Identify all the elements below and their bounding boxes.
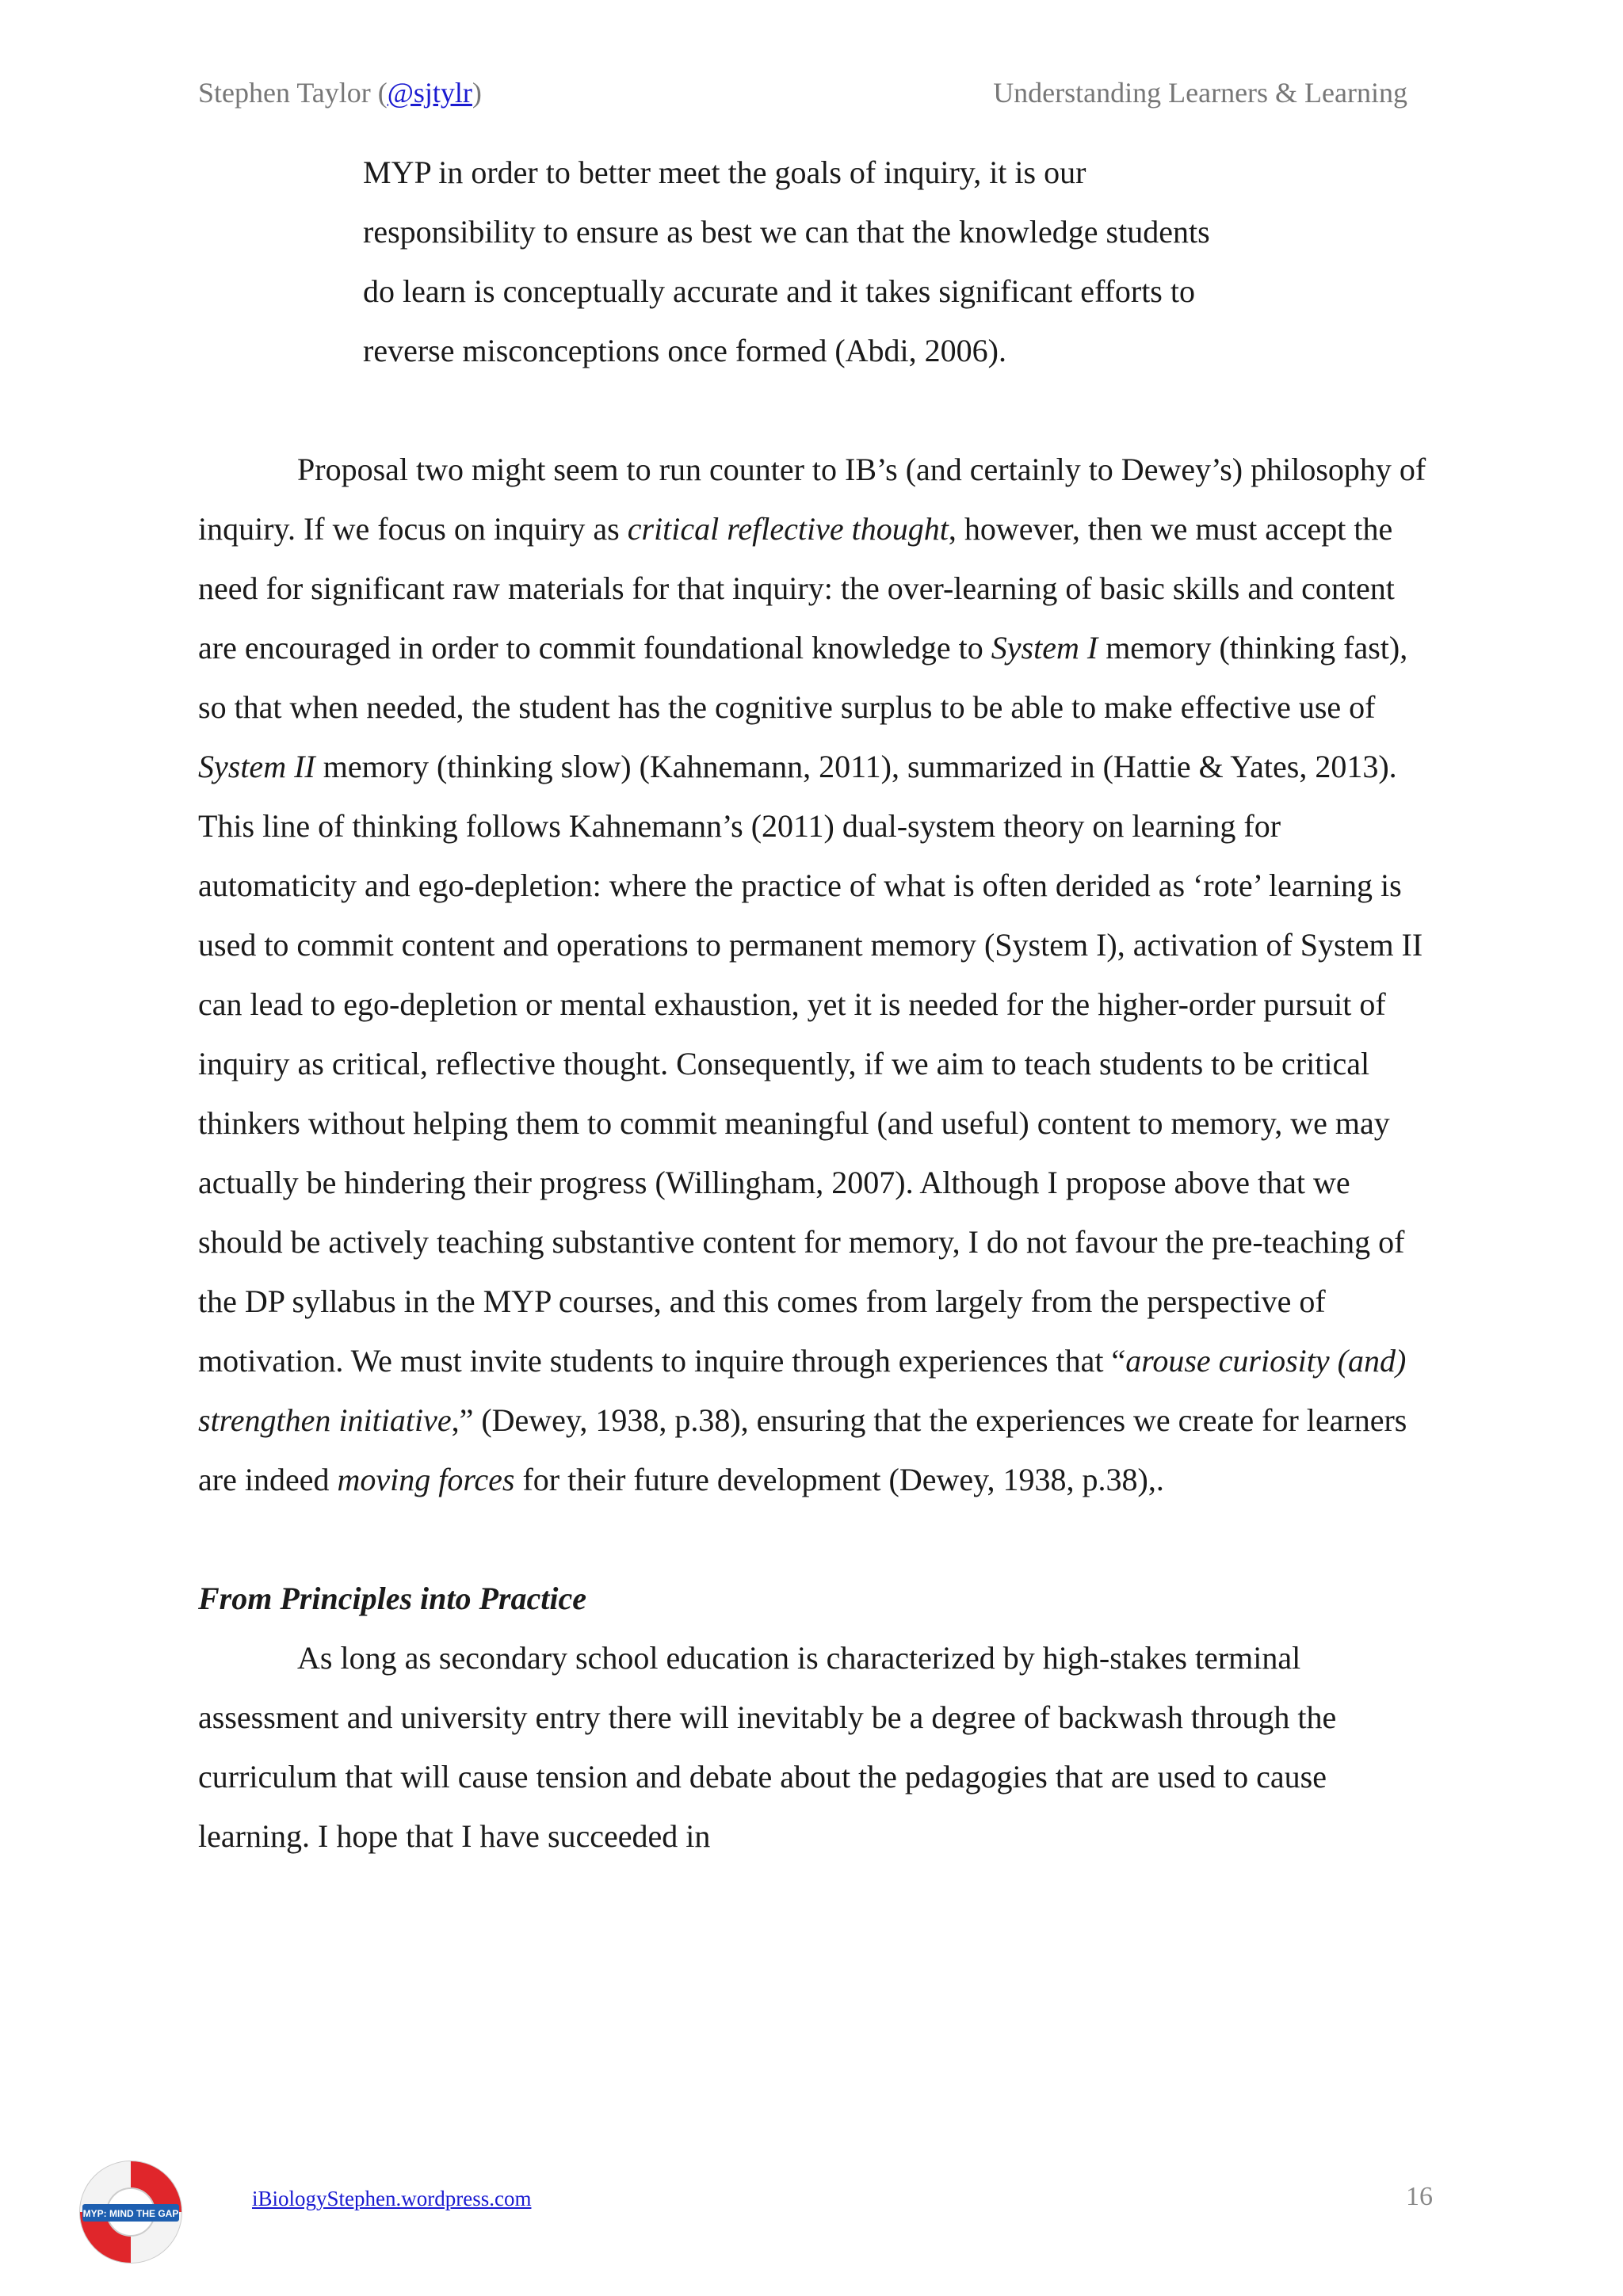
section-heading: From Principles into Practice — [198, 1581, 586, 1616]
header-author-suffix: ) — [472, 77, 482, 109]
emphasis-critical-reflective-thought: critical reflective thought — [627, 511, 949, 547]
page-number: 16 — [1406, 2182, 1433, 2211]
emphasis-moving-forces: moving forces — [337, 1462, 515, 1497]
header-document-title: Understanding Learners & Learning — [993, 77, 1407, 109]
body-paragraph-proposal-two — [198, 440, 1434, 1509]
block-quote-continuation — [198, 143, 1434, 380]
emphasis-system-two: System II — [198, 749, 315, 784]
paragraph-text: Proposal two might seem to run counter to IB’s (and certainly to Dewey’s) philosophy of inquiry. If we focus on inquiry as — [198, 452, 1426, 547]
author-twitter-link[interactable]: @sjtylr — [387, 77, 472, 109]
page-body — [198, 143, 1434, 1866]
emphasis-system-one: System I — [991, 630, 1098, 666]
logo-text: MYP: MIND THE GAP — [82, 2208, 179, 2219]
page-footer — [71, 2155, 1433, 2266]
paragraph-text: , however, then we must accept the need for significant raw materials for that inquiry: the over-learning of basic skills and content are encouraged in order to commit foundational knowledge to — [198, 511, 1395, 666]
block-quote-line: responsibility to ensure as best we can that the knowledge students — [363, 214, 1210, 250]
header-author-prefix: Stephen Taylor ( — [198, 77, 388, 109]
paragraph-text: for their future development (Dewey, 1938, p.38),. — [514, 1462, 1164, 1497]
block-quote-line: MYP in order to better meet the goals of inquiry, it is our — [363, 154, 1086, 190]
header-author — [198, 76, 482, 109]
blog-link[interactable]: iBiologyStephen.wordpress.com — [252, 2187, 532, 2210]
block-quote-line: reverse misconceptions once formed (Abdi, 2006). — [363, 333, 1006, 368]
lifebuoy-logo-icon — [71, 2155, 190, 2266]
body-paragraph-principles: As long as secondary school education is characterized by high-stakes terminal assessment and university entry there will inevitably be a degree of backwash through the curriculum that will cause tension and debate about the pedagogies that are used to cause learning. I hope that I have succeeded in — [198, 1640, 1337, 1854]
emphasis-arouse-curiosity: arouse curiosity (and) strengthen initiative — [198, 1343, 1407, 1438]
page-header — [198, 76, 1407, 116]
block-quote-line: do learn is conceptually accurate and it takes significant efforts to — [363, 273, 1195, 309]
paragraph-text: ,” (Dewey, 1938, p.38), ensuring that the experiences we create for learners are indeed — [198, 1402, 1407, 1497]
paragraph-text: memory (thinking slow) (Kahnemann, 2011), summarized in (Hattie & Yates, 2013). This line of thinking follows Kahnemann’s (2011) dual-system theory on learning for automaticity and ego-depletion: where the practice of what is often derided as ‘rote’ learning is used to commit content and operations to permanent memory (System I), activation of System II can lead to ego-depletion or mental exhaustion, yet it is needed for the higher-order pursuit of inquiry as critical, reflective thought. Consequently, if we aim to teach students to be critical thinkers without helping them to commit meaningful (and useful) content to memory, we may actually be hindering their progress (Willingham, 2007). Although I propose above that we should be actively teaching substantive content for memory, I do not favour the pre-teaching of the DP syllabus in the MYP courses, and this comes from largely from the perspective of motivation. We must invite students to inquire through experiences that “ — [198, 749, 1423, 1379]
paragraph-text: memory (thinking fast), so that when needed, the student has the cognitive surplus to be able to make effective use of — [198, 630, 1408, 725]
